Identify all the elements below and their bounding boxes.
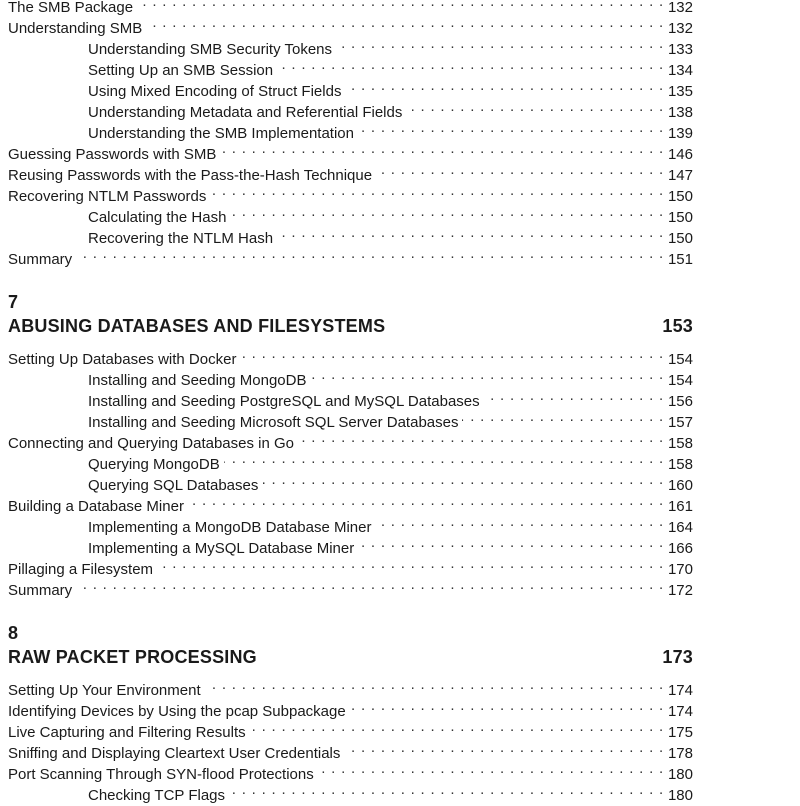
toc-entry-page: 133 — [667, 41, 693, 58]
dot-leader — [146, 12, 664, 33]
toc-entry-title: Implementing a MySQL Database Miner — [88, 540, 355, 557]
toc-entry-page: 151 — [667, 251, 693, 268]
toc-entry-page: 147 — [667, 167, 693, 184]
toc-entry-title: Identifying Devices by Using the pcap Subpackage — [8, 703, 346, 720]
dot-leader — [375, 511, 663, 532]
dot-leader — [205, 674, 664, 695]
chapter-heading — [8, 291, 693, 339]
chapter-title: ABUSING DATABASES AND FILESYSTEMS — [8, 316, 386, 336]
toc-entry-title: Pillaging a Filesystem — [8, 561, 154, 578]
dot-leader — [229, 779, 664, 800]
toc-entry — [8, 574, 693, 599]
dot-leader — [336, 33, 664, 54]
toc-entry-page: 150 — [667, 230, 693, 247]
dot-leader — [240, 343, 664, 364]
dot-leader — [310, 364, 663, 385]
toc-entry-title: Setting Up Databases with Docker — [8, 351, 237, 368]
toc-entry-title: Setting Up an SMB Session — [88, 62, 274, 79]
toc-entry-title: Building a Database Miner — [8, 498, 184, 515]
dot-leader — [220, 138, 664, 159]
toc-entry-page: 180 — [667, 787, 693, 804]
toc-entry-page: 174 — [667, 682, 693, 699]
dot-leader — [277, 54, 664, 75]
chapter-number: 8 — [8, 623, 19, 643]
dot-leader — [250, 716, 664, 737]
toc-entry-title: Reusing Passwords with the Pass-the-Hash Technique — [8, 167, 373, 184]
dot-leader — [358, 117, 664, 138]
toc-entry-title: Querying SQL Databases — [88, 477, 259, 494]
toc-entry-page: 154 — [667, 351, 693, 368]
toc-entry-title: Installing and Seeding Microsoft SQL Server Databases — [88, 414, 459, 431]
toc-entry — [8, 674, 693, 699]
toc-entry-page: 138 — [667, 104, 693, 121]
chapter-title-row — [8, 313, 693, 339]
toc-entry-page: 158 — [667, 435, 693, 452]
toc-entry-title: Summary — [8, 582, 73, 599]
dot-leader — [262, 469, 664, 490]
dot-leader — [345, 75, 664, 96]
dot-leader — [210, 180, 664, 201]
toc-entry-title: Port Scanning Through SYN-flood Protections — [8, 766, 314, 783]
toc-entry-page: 157 — [667, 414, 693, 431]
toc-entry-page: 178 — [667, 745, 693, 762]
dot-leader — [344, 737, 664, 758]
dot-leader — [277, 222, 664, 243]
toc-entry-title: Setting Up Your Environment — [8, 682, 201, 699]
dot-leader — [484, 385, 664, 406]
dot-leader — [298, 427, 664, 448]
dot-leader — [350, 695, 664, 716]
dot-leader — [358, 532, 664, 553]
dot-leader — [318, 758, 664, 779]
toc-entry-page: 172 — [667, 582, 693, 599]
toc-entry-title: Understanding SMB — [8, 20, 143, 37]
toc-entry-title: Guessing Passwords with SMB — [8, 146, 217, 163]
toc-entry-title: Installing and Seeding MongoDB — [88, 372, 307, 389]
toc-entry-page: 132 — [667, 20, 693, 37]
toc-entry-page: 164 — [667, 519, 693, 536]
toc-entry-page: 134 — [667, 62, 693, 79]
dot-leader — [376, 159, 664, 180]
chapter-heading — [8, 622, 693, 670]
dot-leader — [157, 553, 664, 574]
chapter-title-row — [8, 644, 693, 670]
toc-entry-title: Understanding SMB Security Tokens — [88, 41, 333, 58]
toc-entry-page: 150 — [667, 209, 693, 226]
dot-leader — [224, 448, 664, 469]
toc-entry-title: Connecting and Querying Databases in Go — [8, 435, 295, 452]
chapter-page: 173 — [662, 647, 693, 667]
toc-entry-page: 158 — [667, 456, 693, 473]
toc-entry-title: Querying MongoDB — [88, 456, 220, 473]
toc-entry-title: Sniffing and Displaying Cleartext User Credentials — [8, 745, 341, 762]
toc-entry — [8, 243, 693, 268]
dot-leader — [406, 96, 664, 117]
toc-entry-page: 135 — [667, 83, 693, 100]
toc-entry-page: 170 — [667, 561, 693, 578]
toc-entry-title: Understanding the SMB Implementation — [88, 125, 354, 142]
toc-entry-page: 175 — [667, 724, 693, 741]
toc-entry-page: 139 — [667, 125, 693, 142]
toc-entry-title: Installing and Seeding PostgreSQL and MySQL Databases — [88, 393, 480, 410]
chapter-number: 7 — [8, 292, 19, 312]
toc-entry — [8, 0, 693, 16]
dot-leader — [76, 574, 664, 595]
toc-entry-page: 146 — [667, 146, 693, 163]
toc-entry-title: Calculating the Hash — [88, 209, 227, 226]
toc-entry-title: Summary — [8, 251, 73, 268]
toc-entry-title: Recovering NTLM Passwords — [8, 188, 207, 205]
toc-entry-page: 166 — [667, 540, 693, 557]
toc-entry-title: Recovering the NTLM Hash — [88, 230, 274, 247]
toc-entry-title: The SMB Package — [8, 0, 134, 16]
toc-entry-title: Using Mixed Encoding of Struct Fields — [88, 83, 342, 100]
toc-entry-title: Implementing a MongoDB Database Miner — [88, 519, 372, 536]
dot-leader — [76, 243, 664, 264]
toc-entry-title: Understanding Metadata and Referential Fields — [88, 104, 403, 121]
toc-entry-page: 161 — [667, 498, 693, 515]
dot-leader — [188, 490, 664, 511]
toc-entry-page: 132 — [667, 0, 693, 16]
toc-entry-page: 160 — [667, 477, 693, 494]
dot-leader — [137, 0, 664, 12]
dot-leader — [230, 201, 664, 222]
chapter-page: 153 — [662, 316, 693, 336]
toc-entry-title: Checking TCP Flags — [88, 787, 226, 804]
toc-entry-page: 174 — [667, 703, 693, 720]
toc-entry-page: 156 — [667, 393, 693, 410]
table-of-contents — [8, 0, 693, 804]
toc-entry — [8, 343, 693, 368]
toc-entry-page: 154 — [667, 372, 693, 389]
toc-entry-page: 180 — [667, 766, 693, 783]
toc-entry-title: Live Capturing and Filtering Results — [8, 724, 246, 741]
toc-entry-page: 150 — [667, 188, 693, 205]
chapter-title: RAW PACKET PROCESSING — [8, 647, 257, 667]
dot-leader — [462, 406, 663, 427]
